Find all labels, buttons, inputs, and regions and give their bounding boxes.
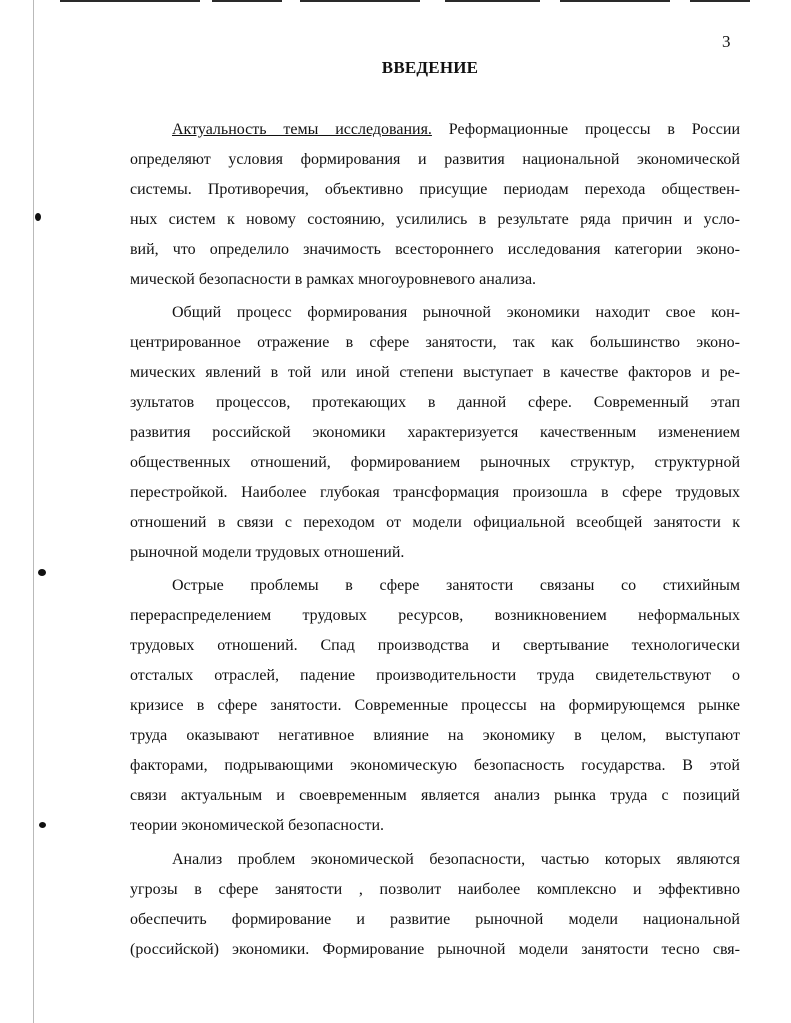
paragraph-employment-problems	[130, 571, 740, 841]
text-line: теории экономической безопасности.	[130, 817, 384, 834]
scan-speck	[35, 213, 41, 221]
page-title: ВВЕДЕНИЕ	[381, 58, 479, 77]
text-line-remainder: Реформационные процессы в России	[431, 121, 740, 138]
text-line: факторами, подрывающими экономическую безопасность государства. В этой	[130, 757, 740, 774]
text-line: трудовых отношений. Спад производства и свертывание технологически	[130, 637, 740, 654]
scan-top-rule	[60, 0, 200, 2]
page-number: 3	[722, 32, 731, 51]
paragraph-market-formation	[130, 298, 740, 568]
text-line: связи актуальным и своевременным является анализ рынка труда с позиций	[130, 787, 740, 804]
text-line: мических явлений в той или иной степени выступает в качестве факторов и ре-	[130, 364, 740, 381]
text-line: (российской) экономики. Формирование рыночной модели занятости тесно свя-	[130, 941, 740, 958]
paragraph-security-analysis	[130, 845, 740, 965]
text-line: центрированное отражение в сфере занятости, так как большинство эконо-	[130, 334, 740, 351]
text-line: обеспечить формирование и развитие рыночной модели национальной	[130, 911, 740, 928]
scan-left-edge	[33, 0, 34, 1023]
scan-top-rule	[300, 0, 420, 2]
text-line	[130, 115, 740, 145]
text-line: кризисе в сфере занятости. Современные процессы на формирующемся рынке	[130, 697, 740, 714]
text-line: Острые проблемы в сфере занятости связаны со стихийным	[172, 577, 740, 594]
scan-top-rule	[690, 0, 750, 2]
text-line: отношений в связи с переходом от модели официальной всеобщей занятости к	[130, 514, 740, 531]
text-line: отсталых отраслей, падение производительности труда свидетельствуют о	[130, 667, 740, 684]
text-line: труда оказывают негативное влияние на экономику в целом, выступают	[130, 727, 740, 744]
text-line: определяют условия формирования и развития национальной экономической	[130, 151, 740, 168]
text-line: Анализ проблем экономической безопасности, частью которых являются	[172, 851, 740, 868]
text-line: зультатов процессов, протекающих в данной сфере. Современный этап	[130, 394, 740, 411]
scan-top-rule	[560, 0, 670, 2]
scan-top-rule	[212, 0, 282, 2]
text-line: системы. Противоречия, объективно присущие периодам перехода обществен-	[130, 181, 740, 198]
text-line: ных систем к новому состоянию, усилились в результате ряда причин и усло-	[130, 211, 740, 228]
text-line: мической безопасности в рамках многоуровневого анализа.	[130, 271, 537, 288]
scan-speck	[38, 569, 46, 576]
scan-top-rule	[445, 0, 540, 2]
text-line: развития российской экономики характеризуется качественным изменением	[130, 424, 740, 441]
scan-speck	[39, 822, 46, 828]
text-line: Общий процесс формирования рыночной экономики находит свое кон-	[172, 304, 740, 321]
text-line: перераспределением трудовых ресурсов, возникновением неформальных	[130, 607, 740, 624]
text-line: вий, что определило значимость всестороннего исследования категории эконо-	[130, 241, 740, 258]
section-lead-label: Актуальность темы исследования.	[172, 121, 432, 138]
text-line: перестройкой. Наиболее глубокая трансформация произошла в сфере трудовых	[130, 484, 740, 501]
text-line: общественных отношений, формированием рыночных структур, структурной	[130, 454, 740, 471]
paragraph-relevance	[130, 115, 740, 295]
text-line: угрозы в сфере занятости , позволит наиболее комплексно и эффективно	[130, 881, 740, 898]
text-line: рыночной модели трудовых отношений.	[130, 544, 405, 561]
